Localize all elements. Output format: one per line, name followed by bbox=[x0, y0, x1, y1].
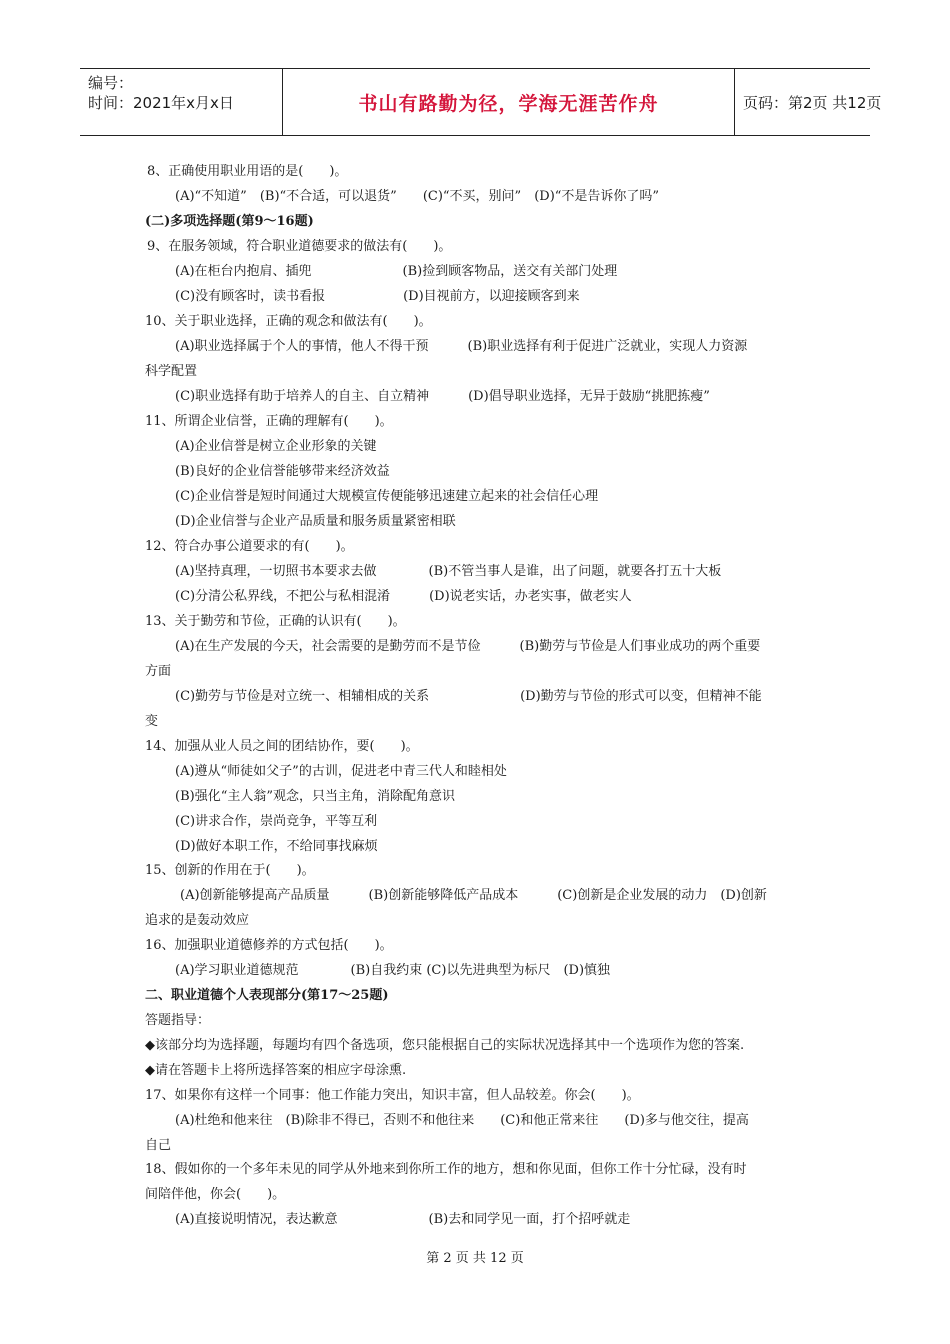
text-line: 14、加强从业人员之间的团结协作，要( )。 bbox=[145, 739, 419, 754]
text-line: (A)在柜台内抱肩、插兜 (B)捡到顾客物品，送交有关部门处理 bbox=[175, 264, 618, 279]
text-line: 自己 bbox=[145, 1138, 172, 1153]
text-line: (A)遵从“师徒如父子”的古训，促进老中青三代人和睦相处 bbox=[175, 764, 507, 779]
text-line: (A)杜绝和他来往 (B)除非不得已，否则不和他往来 (C)和他正常来往 (D)多与他交往，提高 bbox=[175, 1113, 749, 1128]
text-line: 16、加强职业道德修养的方式包括( )。 bbox=[145, 938, 393, 953]
text-line: (A)坚持真理，一切照书本要求去做 (B)不管当事人是谁，出了问题，就要各打五十大板 bbox=[175, 564, 722, 579]
text-line: (B)良好的企业信誉能够带来经济效益 bbox=[175, 464, 390, 479]
text-line: 追求的是轰动效应 bbox=[145, 913, 250, 928]
page-header bbox=[80, 68, 882, 136]
text-line: (C)没有顾客时，读书看报 (D)目视前方，以迎接顾客到来 bbox=[175, 289, 580, 304]
text-line: (D)企业信誉与企业产品质量和服务质量紧密相联 bbox=[175, 514, 456, 529]
text-line: 11、所谓企业信誉，正确的理解有( )。 bbox=[145, 414, 393, 429]
text-line: (B)强化“主人翁”观念，只当主角，消除配角意识 bbox=[175, 789, 455, 804]
page-footer: 第 2 页 共 12 页 bbox=[426, 1251, 524, 1266]
text-line: (D)做好本职工作，不给同事找麻烦 bbox=[175, 839, 378, 854]
text-line: (C)勤劳与节俭是对立统一、相辅相成的关系 (D)勤劳与节俭的形式可以变，但精神不能 bbox=[175, 689, 762, 704]
text-line: (A)创新能够提高产品质量 (B)创新能够降低产品成本 (C)创新是企业发展的动力 (D)创新 bbox=[180, 888, 767, 903]
text-line: ◆请在答题卡上将所选择答案的相应字母涂熏. bbox=[145, 1063, 407, 1078]
text-line: (C)企业信誉是短时间通过大规模宣传便能够迅速建立起来的社会信任心理 bbox=[175, 489, 599, 504]
text-line: 12、符合办事公道要求的有( )。 bbox=[145, 539, 354, 554]
text-line: 答题指导： bbox=[145, 1013, 211, 1028]
text-line: ◆该部分均为选择题，每题均有四个备选项，您只能根据自己的实际状况选择其中一个选项作为您的答案. bbox=[145, 1038, 745, 1053]
text-line: (C)职业选择有助于培养人的自主、自立精神 (D)倡导职业选择，无异于鼓励“挑肥拣瘦” bbox=[175, 389, 710, 404]
document-number-label: 编号： bbox=[88, 74, 134, 92]
text-line: (A)直接说明情况，表达歉意 (B)去和同学见一面，打个招呼就走 bbox=[175, 1212, 631, 1227]
text-line: (A)企业信誉是树立企业形象的关键 bbox=[175, 439, 377, 454]
text-line: 方面 bbox=[145, 664, 172, 679]
text-line: (A)学习职业道德规范 (B)自我约束 (C)以先进典型为标尺 (D)慎独 bbox=[175, 963, 611, 978]
section-heading: 二、职业道德个人表现部分(第17～25题) bbox=[145, 988, 389, 1003]
text-line: 10、关于职业选择，正确的观念和做法有( )。 bbox=[145, 314, 432, 329]
text-line: 15、创新的作用在于( )。 bbox=[145, 863, 315, 878]
section-heading: (二)多项选择题(第9～16题) bbox=[145, 214, 314, 229]
text-line: (A)在生产发展的今天，社会需要的是勤劳而不是节俭 (B)勤劳与节俭是人们事业成功的两个重要 bbox=[175, 639, 761, 654]
header-page-info: 页码：第2页 共12页 bbox=[743, 93, 882, 112]
text-line: (A)“不知道” (B)“不合适，可以退货” (C)“不买，别问” (D)“不是告诉你了吗” bbox=[175, 189, 660, 204]
text-line: 17、如果你有这样一个同事：他工作能力突出，知识丰富，但人品较差。你会( )。 bbox=[145, 1088, 640, 1103]
text-line: 变 bbox=[145, 714, 159, 729]
text-line: (C)分清公私界线，不把公与私相混淆 (D)说老实话，办老实事，做老实人 bbox=[175, 589, 632, 604]
text-line: 18、假如你的一个多年未见的同学从外地来到你所工作的地方，想和你见面，但你工作十分忙碌，没有时 bbox=[145, 1162, 747, 1177]
text-line: 8、正确使用职业用语的是( )。 bbox=[147, 164, 348, 179]
text-line: 9、在服务领域，符合职业道德要求的做法有( )。 bbox=[147, 239, 452, 254]
header-motto: 书山有路勤为径，学海无涯苦作舟 bbox=[283, 69, 735, 135]
text-line: (C)讲求合作，崇尚竞争，平等互利 bbox=[175, 814, 378, 829]
text-line: 间陪伴他，你会( )。 bbox=[145, 1187, 286, 1202]
text-line: (A)职业选择属于个人的事情，他人不得干预 (B)职业选择有利于促进广泛就业，实现人力资源 bbox=[175, 339, 748, 354]
text-line: 13、关于勤劳和节俭，正确的认识有( )。 bbox=[145, 614, 406, 629]
text-line: 科学配置 bbox=[145, 364, 198, 379]
header-meta bbox=[80, 69, 283, 135]
document-date: 时间：2021年x月x日 bbox=[88, 94, 234, 112]
